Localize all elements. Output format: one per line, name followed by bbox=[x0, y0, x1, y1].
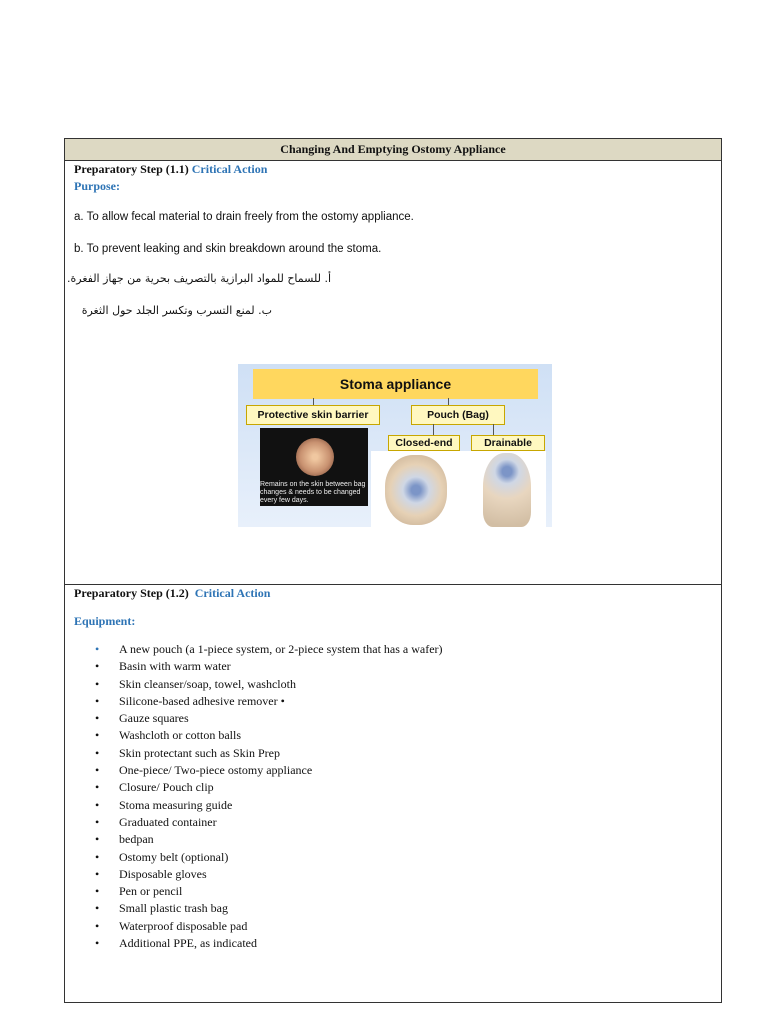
step-label: Preparatory Step (1.1) bbox=[74, 162, 189, 176]
equipment-item-label: Pen or pencil bbox=[119, 884, 183, 899]
equipment-item-label: One-piece/ Two-piece ostomy appliance bbox=[119, 763, 313, 778]
equipment-item-label: Additional PPE, as indicated bbox=[119, 936, 257, 951]
equipment-item bbox=[95, 935, 443, 952]
equipment-item-label: Disposable gloves bbox=[119, 866, 207, 881]
bullet-icon: • bbox=[95, 936, 100, 951]
closed-end-pouch-image bbox=[385, 455, 447, 525]
purpose-label: Purpose: bbox=[74, 179, 120, 193]
protective-skin-barrier-box: Protective skin barrier bbox=[246, 405, 380, 425]
bullet-icon: • bbox=[95, 797, 100, 812]
bullet-icon: • bbox=[95, 763, 100, 778]
equipment-label: Equipment: bbox=[74, 614, 136, 628]
equipment-item-label: Closure/ Pouch clip bbox=[119, 780, 214, 795]
drainable-box: Drainable bbox=[471, 435, 545, 451]
equipment-item bbox=[95, 658, 443, 675]
bullet-icon: • bbox=[95, 901, 100, 916]
equipment-item bbox=[95, 641, 443, 658]
barrier-caption: Remains on the skin between bag changes & needs to be changed every few days. bbox=[260, 481, 366, 504]
equipment-item bbox=[95, 779, 443, 796]
figure-title: Stoma appliance bbox=[253, 369, 538, 399]
equipment-item-label: Ostomy belt (optional) bbox=[119, 849, 229, 864]
bullet-icon: • bbox=[95, 780, 100, 795]
equipment-item bbox=[95, 727, 443, 744]
bullet-icon: • bbox=[95, 693, 100, 708]
drainable-pouch-image bbox=[483, 453, 531, 527]
step-heading-1-2 bbox=[74, 586, 270, 601]
purpose-line-a: a. To allow fecal material to drain freely from the ostomy appliance. bbox=[74, 211, 414, 223]
equipment-item bbox=[95, 883, 443, 900]
arabic-line-b: ب. لمنع التسرب وتكسر الجلد حول الثغرة bbox=[81, 304, 272, 317]
step-heading-1-1 bbox=[74, 162, 267, 177]
bullet-icon: • bbox=[95, 832, 100, 847]
bullet-icon: • bbox=[95, 918, 100, 933]
equipment-item bbox=[95, 797, 443, 814]
bullet-icon: • bbox=[95, 814, 100, 829]
equipment-item-label: Basin with warm water bbox=[119, 659, 231, 674]
section-step-1-2 bbox=[65, 585, 721, 1002]
equipment-item-label: A new pouch (a 1-piece system, or 2-piece system that has a wafer) bbox=[119, 642, 443, 656]
equipment-item bbox=[95, 866, 443, 883]
bullet-icon: • bbox=[95, 745, 100, 760]
table-header: Changing And Emptying Ostomy Appliance bbox=[65, 139, 721, 161]
equipment-item-label: Washcloth or cotton balls bbox=[119, 728, 242, 743]
equipment-item bbox=[95, 831, 443, 848]
stoma-appliance-figure bbox=[238, 364, 552, 527]
pouch-box: Pouch (Bag) bbox=[411, 405, 505, 425]
equipment-item-label: Skin cleanser/soap, towel, washcloth bbox=[119, 676, 296, 691]
equipment-item bbox=[95, 676, 443, 693]
equipment-item bbox=[95, 918, 443, 935]
equipment-item-label: Silicone-based adhesive remover • bbox=[119, 693, 285, 708]
equipment-item bbox=[95, 710, 443, 727]
equipment-item bbox=[95, 900, 443, 917]
bullet-icon: • bbox=[95, 659, 100, 674]
step-label: Preparatory Step (1.2) bbox=[74, 586, 189, 600]
equipment-item-label: Skin protectant such as Skin Prep bbox=[119, 745, 280, 760]
equipment-item-label: Waterproof disposable pad bbox=[119, 918, 248, 933]
equipment-item bbox=[95, 745, 443, 762]
equipment-item bbox=[95, 814, 443, 831]
equipment-item bbox=[95, 762, 443, 779]
equipment-item-label: Small plastic trash bag bbox=[119, 901, 228, 916]
wafer-image bbox=[296, 438, 334, 476]
equipment-item-label: Graduated container bbox=[119, 814, 217, 829]
equipment-item-label: bedpan bbox=[119, 832, 154, 847]
equipment-item bbox=[95, 693, 443, 710]
arabic-line-a: أ. للسماح للمواد البرازية بالتصريف بحرية من جهاز الفغرة. bbox=[67, 272, 331, 285]
equipment-list bbox=[95, 641, 443, 952]
critical-action-label: Critical Action bbox=[191, 162, 268, 176]
bullet-icon: • bbox=[95, 728, 100, 743]
equipment-item bbox=[95, 849, 443, 866]
equipment-item-label: Stoma measuring guide bbox=[119, 797, 233, 812]
purpose-line-b: b. To prevent leaking and skin breakdown around the stoma. bbox=[74, 243, 382, 255]
critical-action-label: Critical Action bbox=[194, 586, 271, 600]
bullet-icon: • bbox=[95, 676, 100, 691]
pouch-photos bbox=[371, 451, 546, 527]
bullet-icon: • bbox=[95, 866, 100, 881]
procedure-table bbox=[64, 138, 722, 1003]
section-step-1-1 bbox=[65, 161, 721, 585]
bullet-icon: • bbox=[95, 849, 100, 864]
equipment-item-label: Gauze squares bbox=[119, 711, 189, 726]
closed-end-box: Closed-end bbox=[388, 435, 460, 451]
bullet-icon: • bbox=[95, 711, 100, 726]
bullet-icon: • bbox=[95, 884, 100, 899]
bullet-icon: • bbox=[95, 642, 100, 656]
